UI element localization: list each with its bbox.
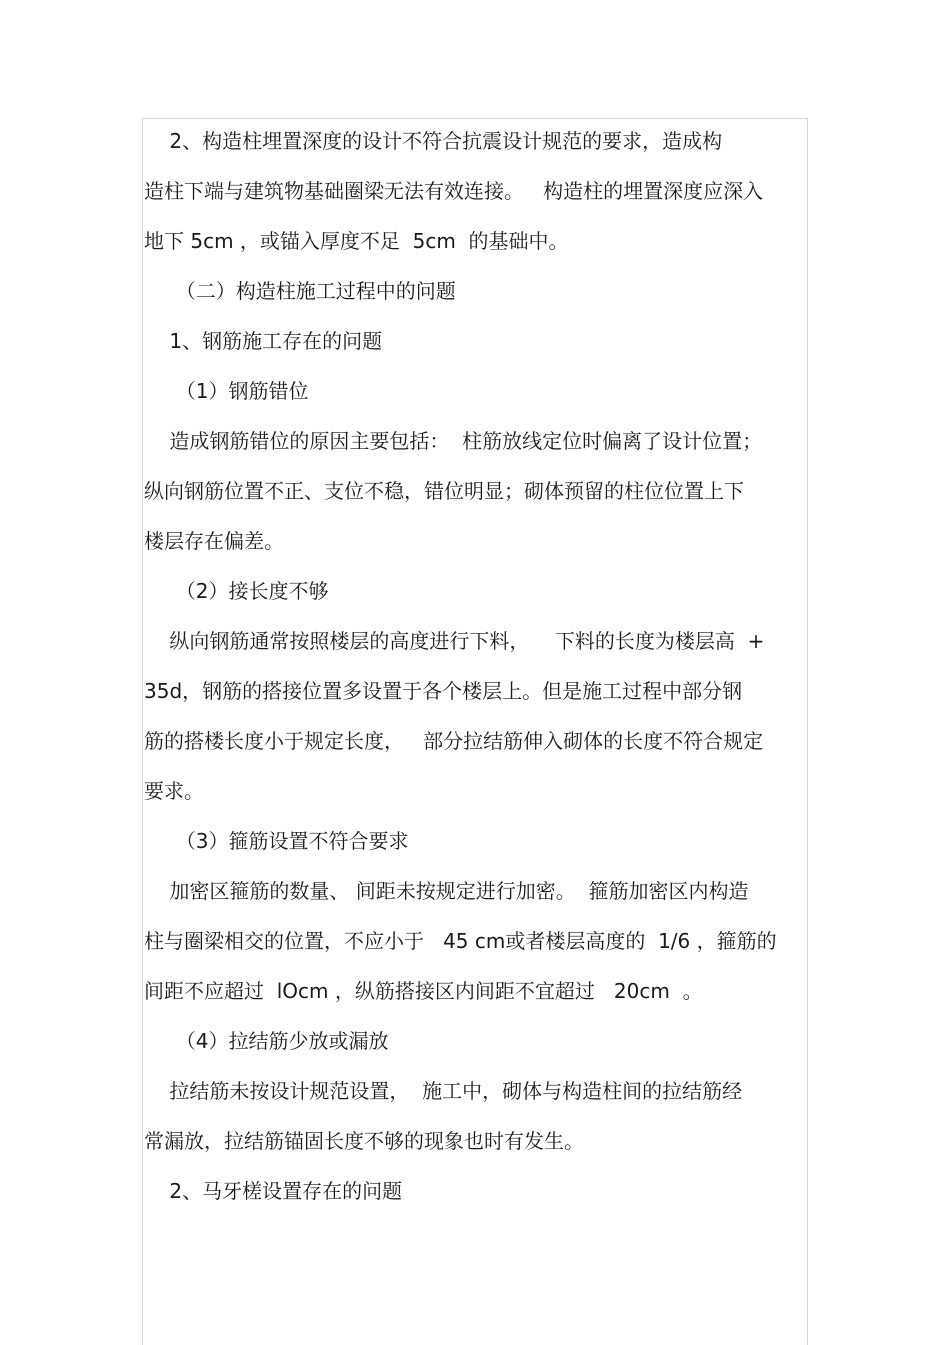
item-heading: （4）拉结筋少放或漏放 — [144, 1029, 389, 1053]
text-line: 加密区箍筋的数量、 间距未按规定进行加密。 箍筋加密区内构造 — [144, 879, 749, 903]
text-line: 造成钢筋错位的原因主要包括： 柱筋放线定位时偏离了设计位置； — [144, 429, 763, 453]
text-line: 间距不应超过 lOcm ，纵筋搭接区内间距不宜超过 20cm 。 — [144, 979, 703, 1003]
subsection-heading: 1、钢筋施工存在的问题 — [144, 329, 383, 353]
text-line: 2、构造柱埋置深度的设计不符合抗震设计规范的要求，造成构 — [144, 129, 723, 153]
section-heading: （二）构造柱施工过程中的问题 — [144, 279, 456, 303]
text-line: 35d，钢筋的搭接位置多设置于各个楼层上。但是施工过程中部分钢 — [144, 679, 743, 703]
text-line: 柱与圈梁相交的位置，不应小于 45 cm或者楼层高度的 1/6 ，箍筋的 — [144, 929, 777, 953]
item-heading: （2）接长度不够 — [144, 579, 329, 603]
subsection-heading: 2、马牙槎设置存在的问题 — [144, 1179, 403, 1203]
text-line: 地下 5cm ，或锚入厚度不足 5cm 的基础中。 — [144, 229, 569, 253]
text-line: 筋的搭楼长度小于规定长度， 部分拉结筋伸入砌体的长度不符合规定 — [144, 729, 764, 753]
text-line: 楼层存在偏差。 — [144, 529, 284, 553]
item-heading: （1）钢筋错位 — [144, 379, 309, 403]
text-line: 纵向钢筋位置不正、支位不稳，错位明显；砌体预留的柱位位置上下 — [144, 479, 744, 503]
text-line: 常漏放，拉结筋锚固长度不够的现象也时有发生。 — [144, 1129, 584, 1153]
item-heading: （3）箍筋设置不符合要求 — [144, 829, 409, 853]
text-line: 造柱下端与建筑物基础圈梁无法有效连接。 构造柱的埋置深度应深入 — [144, 179, 764, 203]
text-line: 拉结筋未按设计规范设置， 施工中，砌体与构造柱间的拉结筋经 — [144, 1079, 743, 1103]
text-line: 要求。 — [144, 779, 204, 803]
text-line: 纵向钢筋通常按照楼层的高度进行下料， 下料的长度为楼层高 + — [144, 629, 765, 653]
